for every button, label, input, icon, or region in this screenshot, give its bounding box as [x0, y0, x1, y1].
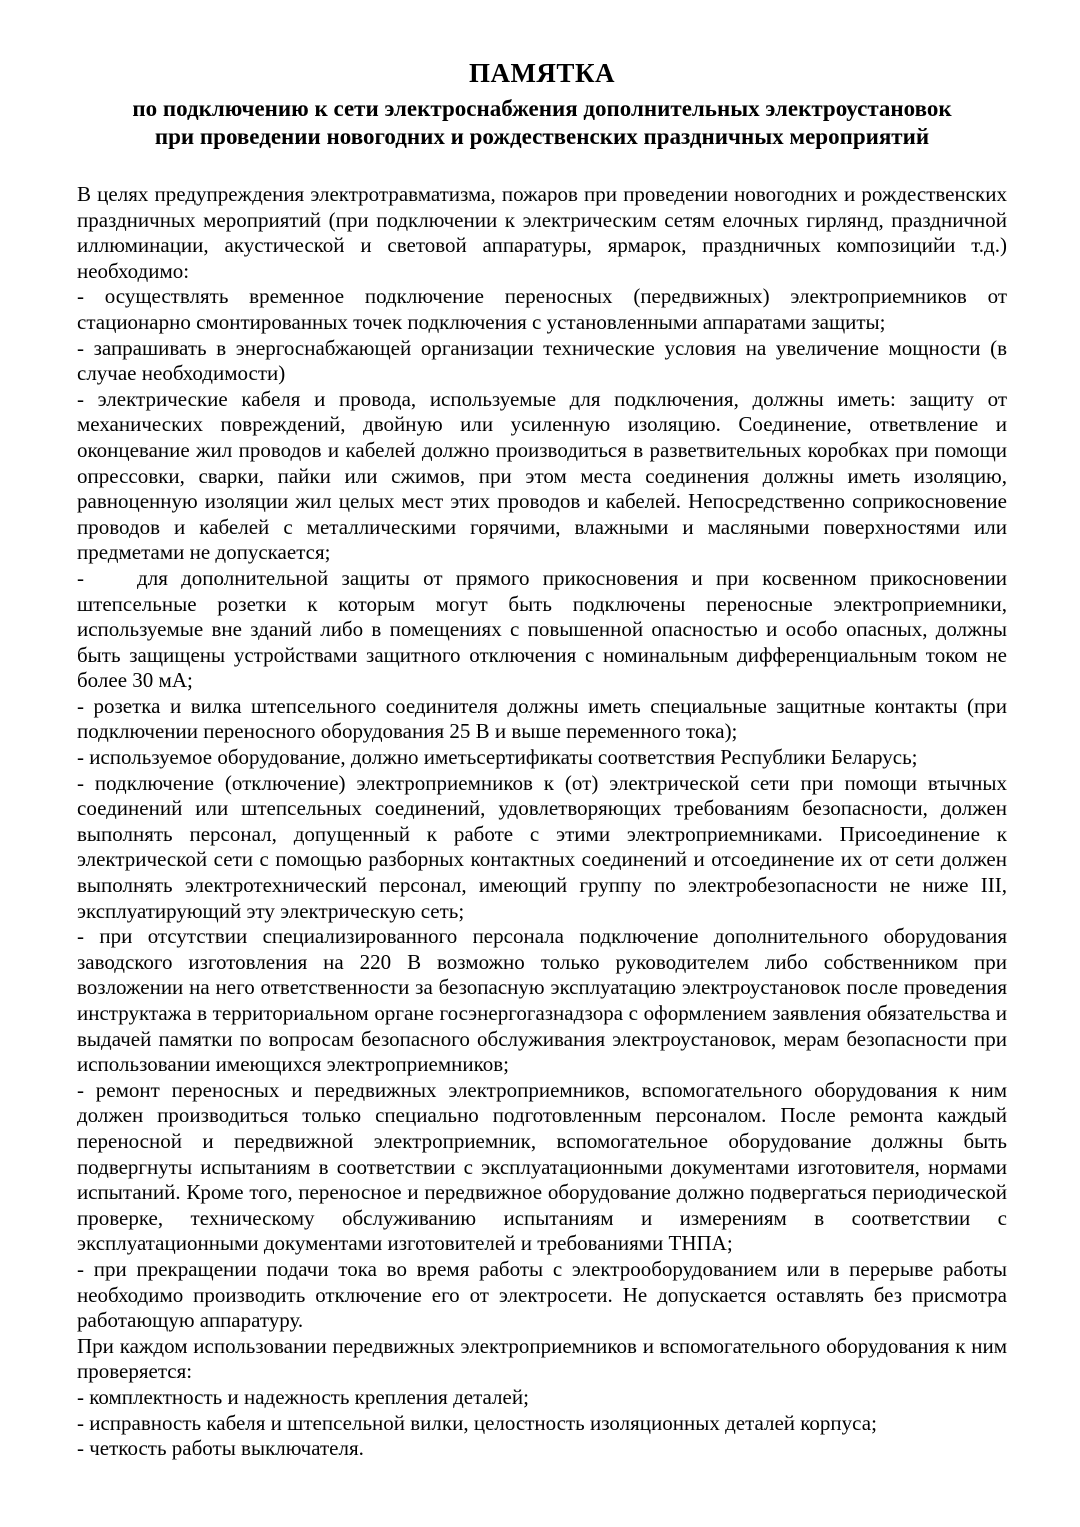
page-subtitle-line-1: по подключению к сети электроснабжения дополнительных электроустановок — [132, 96, 952, 121]
paragraph: - используемое оборудование, должно иметьсертификаты соответствия Республики Беларусь; — [77, 745, 918, 770]
paragraph: В целях предупреждения электротравматизма, пожаров при проведении новогодних и рождественских праздничных мероприятий (при подключении к электрическим сетям елочных гирлянд, праздничной иллюминации, акустической и световой аппаратуры, ярмарок, праздничных композицийи т.д.) необходимо: — [77, 182, 1007, 283]
paragraph: - комплектность и надежность крепления деталей; — [77, 1384, 529, 1409]
page-title: ПАМЯТКА — [468, 58, 616, 88]
paragraph: - четкость работы выключателя. — [77, 1436, 364, 1461]
document-header — [77, 58, 1007, 151]
page-subtitle-line-2: при проведении новогодних и рождественских праздничных мероприятий — [154, 124, 930, 149]
paragraph: - для дополнительной защиты от прямого прикосновения и при косвенном прикосновении штепсельные розетки к которым могут быть подключены переносные электроприемники, используемые вне зданий либо в помещениях с повышенной опасностью и особо опасных, должны быть защищены устройствами защитного отключения с номинальным дифференциальным током не более 30 мА; — [77, 565, 1007, 693]
paragraph: - при отсутствии специализированного персонала подключение дополнительного оборудования заводского изготовления на 220 В возможно только руководителем либо собственником при возложении на него ответственности за безопасную эксплуатацию электроустановок после проведения инструктажа в территориальном органе госэнергогазнадзора с оформлением заявления обязательства и выдачей памятки по вопросам безопасного обслуживания электроустановок, мерам безопасности при использовании имеющихся электроприемников; — [77, 924, 1007, 1077]
paragraph: - осуществлять временное подключение переносных (передвижных) электроприемников от стационарно смонтированных точек подключения с установленными аппаратами защиты; — [77, 284, 1007, 334]
document-body — [77, 182, 1007, 1462]
paragraph: - исправность кабеля и штепсельной вилки, целостность изоляционных деталей корпуса; — [77, 1410, 877, 1435]
paragraph: - ремонт переносных и передвижных электроприемников, вспомогательного оборудования к ним должен производиться только специально подготовленным персоналом. После ремонта каждый переносной и передвижной электроприемник, вспомогательное оборудование должны быть подвергнуты испытаниям в соответствии с эксплуатационными документами изготовителя, нормами испытаний. Кроме того, переносное и передвижное оборудование должно подвергаться периодической проверке, техническому обслуживанию испытаниям и измерениям в соответствии с эксплуатационными документами изготовителей и требованиями ТНПА; — [77, 1077, 1007, 1256]
paragraph: - подключение (отключение) электроприемников к (от) электрической сети при помощи втычных соединений или штепсельных соединений, удовлетворяющих требованиям безопасности, должен выполнять персонал, допущенный к работе с этими электроприемниками. Присоединение к электрической сети с помощью разборных контактных соединений и отсоединение их от сети должен выполнять электротехнический персонал, имеющий группу по электробезопасности не ниже III, эксплуатирующий эту электрическую сеть; — [77, 770, 1007, 923]
paragraph: - розетка и вилка штепсельного соединителя должны иметь специальные защитные контакты (при подключении переносного оборудования 25 В и выше переменного тока); — [77, 693, 1007, 744]
paragraph: - электрические кабеля и провода, используемые для подключения, должны иметь: защиту от механических повреждений, двойную или усиленную изоляцию. Соединение, ответвление и оконцевание жил проводов и кабелей должно производиться в разветвительных коробках при помощи опрессовки, сварки, пайки или сжимов, при этом места соединения должны иметь изоляцию, равноценную изоляции жил целых мест этих проводов и кабелей. Непосредственно соприкосновение проводов и кабелей с металлическими горячими, влажными и масляными поверхностями или предметами не допускается; — [77, 386, 1007, 565]
paragraph: - при прекращении подачи тока во время работы с электрооборудованием или в перерыве работы необходимо производить отключение его от электросети. Не допускается оставлять без присмотра работающую аппаратуру. — [77, 1256, 1007, 1333]
paragraph: - запрашивать в энергоснабжающей организации технические условия на увеличение мощности (в случае необходимости) — [77, 335, 1007, 386]
paragraph: При каждом использовании передвижных электроприемников и вспомогательного оборудования к ним проверяется: — [77, 1333, 1007, 1384]
